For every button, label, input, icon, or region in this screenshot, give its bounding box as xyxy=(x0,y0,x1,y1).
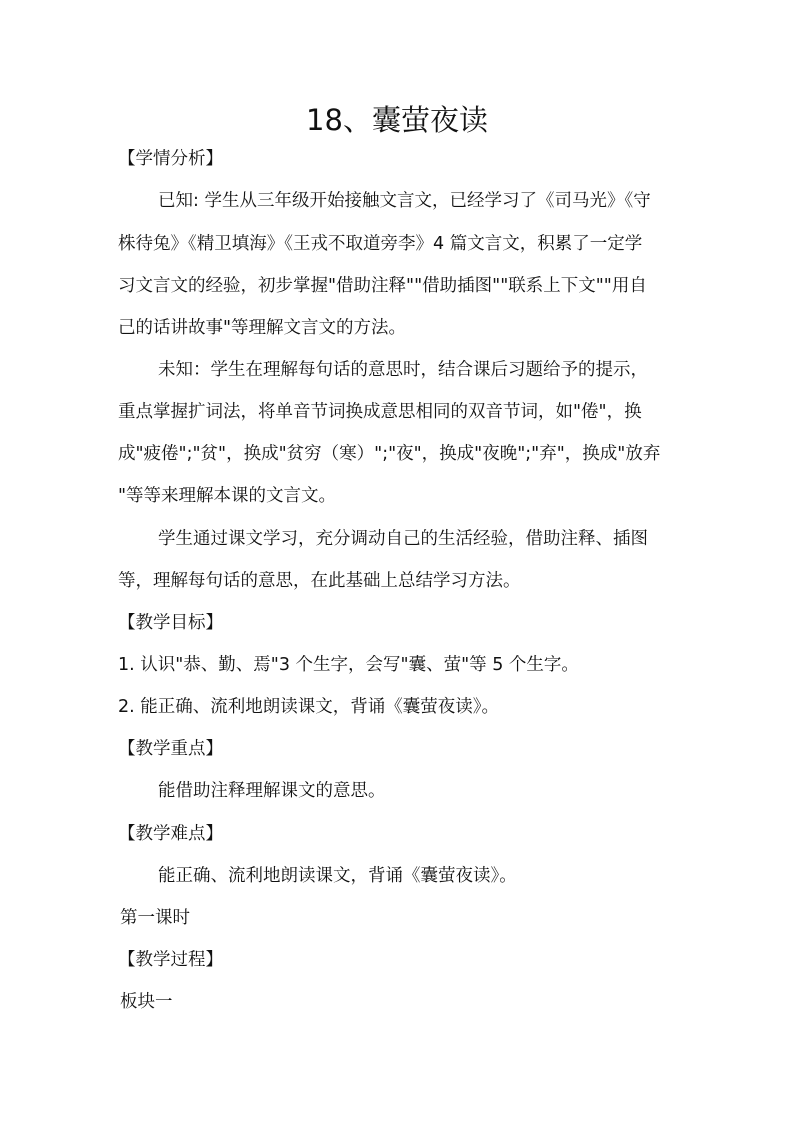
paragraph-line: 习文言文的经验，初步掌握"借助注释""借助插图""联系上下文""用自 xyxy=(118,276,647,296)
section-heading-learning-analysis: 【学情分析】 xyxy=(118,149,223,169)
document-title: 18、囊萤夜读 xyxy=(306,103,488,137)
paragraph-line: 成"疲倦";"贫"，换成"贫穷（寒）";"夜"，换成"夜晚";"弃"，换成"放弃 xyxy=(118,444,661,464)
block-label: 板块一 xyxy=(120,992,173,1012)
list-item: 1. 认识"恭、勤、焉"3 个生字，会写"囊、萤"等 5 个生字。 xyxy=(118,655,579,675)
paragraph-line: 已知: 学生从三年级开始接触文言文，已经学习了《司马光》《守 xyxy=(158,191,651,211)
list-item: 2. 能正确、流利地朗读课文，背诵《囊萤夜读》。 xyxy=(118,697,500,717)
section-heading-teaching-process: 【教学过程】 xyxy=(118,950,223,970)
paragraph-line: 学生通过课文学习，充分调动自己的生活经验，借助注释、插图 xyxy=(158,529,648,549)
paragraph-line: 己的话讲故事"等理解文言文的方法。 xyxy=(118,318,407,338)
paragraph-line: 株待兔》《精卫填海》《王戎不取道旁李》4 篇文言文，积累了一定学 xyxy=(118,234,643,254)
paragraph-line: 等，理解每句话的意思，在此基础上总结学习方法。 xyxy=(118,571,521,591)
lesson-label: 第一课时 xyxy=(120,908,190,928)
section-heading-teaching-goals: 【教学目标】 xyxy=(118,613,223,633)
paragraph-line: "等等来理解本课的文言文。 xyxy=(118,486,337,506)
section-heading-difficulties: 【教学难点】 xyxy=(118,824,223,844)
paragraph-line: 能借助注释理解课文的意思。 xyxy=(158,781,386,801)
paragraph-line: 重点掌握扩词法，将单音节词换成意思相同的双音节词，如"倦"，换 xyxy=(118,402,642,422)
paragraph-line: 能正确、流利地朗读课文，背诵《囊萤夜读》。 xyxy=(158,866,517,886)
paragraph-line: 未知：学生在理解每句话的意思时，结合课后习题给予的提示， xyxy=(158,360,648,380)
section-heading-key-points: 【教学重点】 xyxy=(118,739,223,759)
